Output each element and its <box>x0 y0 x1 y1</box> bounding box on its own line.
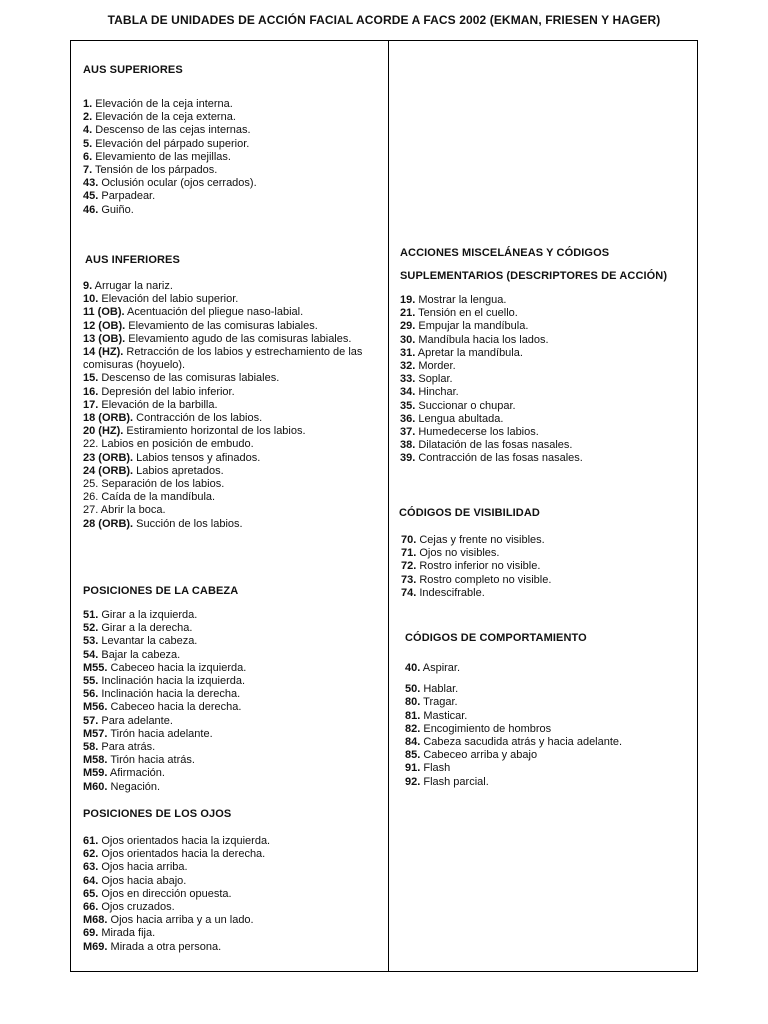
item-number: 18 (ORB). <box>83 412 134 425</box>
item-text: Acentuación del pliegue naso-labial. <box>124 306 304 319</box>
item-text: Aspirar. <box>420 662 461 674</box>
item-number: 57. <box>83 714 99 727</box>
list-item <box>400 373 690 386</box>
list-item <box>83 941 383 954</box>
item-text: Para atrás. <box>98 741 156 754</box>
item-number: M69. <box>83 940 108 953</box>
item-number: 19. <box>400 294 416 306</box>
item-text: Ojos hacia arriba. <box>98 861 188 874</box>
list-item <box>400 439 690 452</box>
item-text: Succión de los labios. <box>133 517 243 530</box>
list-item <box>83 901 383 914</box>
item-text: Ojos hacia abajo. <box>98 874 187 887</box>
item-number: 39. <box>400 452 416 465</box>
list-item <box>83 438 373 451</box>
item-text: Hinchar. <box>415 386 459 399</box>
list-item <box>400 307 690 320</box>
item-text: Elevación del párpado superior. <box>92 137 250 150</box>
item-number: 51. <box>83 609 99 621</box>
list-item <box>83 504 373 517</box>
list-item <box>83 111 383 124</box>
list-item <box>400 360 690 373</box>
list-item <box>400 334 690 347</box>
list-item <box>83 452 373 465</box>
item-text: Ojos cruzados. <box>98 901 175 914</box>
column-divider <box>388 40 389 972</box>
list-item <box>83 399 373 412</box>
item-number: 6. <box>83 150 93 163</box>
item-number: 24 (ORB). <box>83 464 134 477</box>
item-text: Mostrar la lengua. <box>415 294 507 306</box>
item-text: Estiramiento horizontal de los labios. <box>123 425 306 438</box>
item-text: Flash parcial. <box>420 775 489 788</box>
list-item <box>83 138 383 151</box>
list-item <box>83 754 383 767</box>
item-text: Contracción de las fosas nasales. <box>415 452 583 465</box>
list-item <box>83 609 383 622</box>
list-item <box>83 320 373 333</box>
item-number: 34. <box>400 386 416 399</box>
list-item <box>83 701 383 714</box>
item-text: Negación. <box>107 780 161 793</box>
section-codigos-comportamiento <box>405 631 695 789</box>
item-number: 69. <box>83 927 99 940</box>
section-posiciones-ojos <box>83 807 383 954</box>
item-text: Tensión de los párpados. <box>92 164 218 177</box>
list-item <box>83 190 383 203</box>
section-heading: AUS INFERIORES <box>85 254 180 266</box>
item-number: 92. <box>405 775 421 788</box>
list-item <box>83 412 373 425</box>
list-item <box>83 861 383 874</box>
item-text: Encogimiento de hombros <box>420 722 552 735</box>
item-number: 84. <box>405 736 421 749</box>
item-text: Mandíbula hacia los lados. <box>415 333 549 346</box>
item-text: Labios tensos y afinados. <box>133 451 261 464</box>
item-number: 61. <box>83 835 99 847</box>
list-item <box>405 736 695 749</box>
list-item <box>83 914 383 927</box>
item-number: 43. <box>83 177 99 190</box>
item-text: Guiño. <box>98 203 134 216</box>
item-number: 80. <box>405 696 421 709</box>
list-item <box>83 927 383 940</box>
item-text: Cabeza sacudida atrás y hacia adelante. <box>420 736 623 749</box>
section-heading: POSICIONES DE LOS OJOS <box>83 808 232 820</box>
item-number: 1. <box>83 98 93 110</box>
list-item <box>83 875 383 888</box>
item-number: 85. <box>405 749 421 762</box>
list-item <box>83 164 383 177</box>
item-number: 20 (HZ). <box>83 425 124 438</box>
item-number: 70. <box>401 534 417 546</box>
document-title: TABLA DE UNIDADES DE ACCIÓN FACIAL ACORDE A FACS 2002 (EKMAN, FRIESEN Y HAGER) <box>107 13 661 27</box>
item-number: 35. <box>400 399 416 412</box>
item-text: Ojos no visibles. <box>416 547 500 560</box>
item-number: 53. <box>83 635 99 648</box>
item-text: Elevación de la ceja externa. <box>92 111 236 124</box>
list-item <box>405 683 695 696</box>
item-text: Empujar la mandíbula. <box>415 320 529 333</box>
item-text: Hablar. <box>420 683 459 696</box>
list-item <box>401 574 689 587</box>
section-aus-superiores <box>83 63 383 217</box>
item-number: 10. <box>83 293 99 306</box>
list-item <box>83 835 383 848</box>
section-heading: POSICIONES DE LA CABEZA <box>83 585 239 597</box>
item-text: Mirada a otra persona. <box>107 940 222 953</box>
item-number: 11 (OB). <box>83 306 125 319</box>
item-number: 55. <box>83 675 99 688</box>
item-number: M56. <box>83 701 108 714</box>
item-number: 54. <box>83 648 99 661</box>
list-item <box>83 688 383 701</box>
item-list <box>83 927 383 953</box>
item-number: 64. <box>83 874 99 887</box>
list-item <box>83 848 383 861</box>
item-number: 71. <box>401 547 417 560</box>
item-number: 31. <box>400 346 416 359</box>
list-item <box>83 333 373 346</box>
item-text: Rostro completo no visible. <box>416 573 552 586</box>
item-number: 7. <box>83 164 93 177</box>
item-text: Flash <box>420 762 451 775</box>
item-text: Inclinación hacia la derecha. <box>98 688 241 701</box>
item-number: 62. <box>83 848 99 861</box>
section-heading: AUS SUPERIORES <box>83 64 183 76</box>
item-text: Arrugar la nariz. <box>92 280 173 292</box>
item-text: 22. Labios en posición de embudo. <box>83 438 254 451</box>
item-text: Elevación del labio superior. <box>98 293 239 306</box>
item-text: Parpadear. <box>98 190 156 203</box>
list-item <box>83 635 383 648</box>
list-item <box>83 425 373 438</box>
section-heading: CÓDIGOS DE COMPORTAMIENTO <box>405 632 587 644</box>
item-number: 82. <box>405 722 421 735</box>
item-number: 13 (OB). <box>83 332 126 345</box>
list-item <box>83 491 373 504</box>
list-item <box>83 372 373 385</box>
list-item <box>83 649 383 662</box>
item-number: 66. <box>83 901 99 914</box>
list-item <box>83 98 383 111</box>
item-text: Para adelante. <box>98 714 173 727</box>
list-item <box>405 710 695 723</box>
list-item <box>401 587 689 600</box>
item-text: Rostro inferior no visible. <box>416 560 541 573</box>
section-heading-line1: ACCIONES MISCELÁNEAS Y CÓDIGOS <box>400 247 610 259</box>
item-number: 40. <box>405 662 421 674</box>
list-item <box>83 741 383 754</box>
item-text: Tensión en el cuello. <box>415 307 518 320</box>
item-number: M55. <box>83 661 108 674</box>
list-item <box>83 781 383 794</box>
list-item <box>83 715 383 728</box>
item-text: Humedecerse los labios. <box>415 426 539 439</box>
item-list <box>83 835 383 927</box>
item-number: M68. <box>83 914 108 927</box>
item-text: Retracción de los labios y estrechamiento de las comisuras (hoyuelo). <box>83 346 363 372</box>
item-list <box>405 662 695 675</box>
item-text: Cabeceo hacia la izquierda. <box>107 661 247 674</box>
item-text: Succionar o chupar. <box>415 399 516 412</box>
item-text: Elevación de la ceja interna. <box>92 98 233 110</box>
item-text: Descenso de las comisuras labiales. <box>98 372 280 385</box>
item-number: 21. <box>400 307 416 320</box>
item-number: 32. <box>400 360 416 373</box>
item-number: 2. <box>83 111 93 124</box>
item-text: Elevación de la barbilla. <box>98 398 218 411</box>
item-text: Cejas y frente no visibles. <box>416 534 545 546</box>
item-text: Morder. <box>415 360 456 373</box>
section-heading-line2: SUPLEMENTARIOS (DESCRIPTORES DE ACCIÓN) <box>400 270 668 282</box>
list-item <box>83 124 383 137</box>
list-item <box>405 762 695 775</box>
item-number: M57. <box>83 727 108 740</box>
list-item <box>83 662 383 675</box>
list-item <box>83 280 373 293</box>
list-item <box>400 400 690 413</box>
item-text: Lengua abultada. <box>415 412 504 425</box>
item-number: M58. <box>83 754 108 767</box>
item-number: 81. <box>405 709 421 722</box>
item-text: Masticar. <box>420 709 468 722</box>
item-text: Cabeceo hacia la derecha. <box>107 701 242 714</box>
item-number: 17. <box>83 398 99 411</box>
item-number: 4. <box>83 124 93 137</box>
list-item <box>83 518 373 531</box>
list-item <box>83 767 383 780</box>
item-text: Oclusión ocular (ojos cerrados). <box>98 177 257 190</box>
list-item <box>83 675 383 688</box>
item-number: 12 (OB). <box>83 319 126 332</box>
item-number: 28 (ORB). <box>83 517 134 530</box>
list-item <box>405 662 695 675</box>
list-item <box>401 534 689 547</box>
item-number: 5. <box>83 137 93 150</box>
item-number: 58. <box>83 741 99 754</box>
list-item <box>83 622 383 635</box>
item-number: 37. <box>400 426 416 439</box>
section-codigos-visibilidad <box>399 506 689 600</box>
item-list <box>400 294 690 466</box>
item-number: 65. <box>83 887 99 900</box>
section-heading: CÓDIGOS DE VISIBILIDAD <box>399 507 540 519</box>
item-list <box>83 609 383 794</box>
section-aus-inferiores <box>83 253 373 531</box>
item-number: 73. <box>401 573 417 586</box>
item-number: 52. <box>83 622 99 635</box>
item-text: Dilatación de las fosas nasales. <box>415 439 573 452</box>
list-item <box>83 306 373 319</box>
item-text: Girar a la izquierda. <box>98 609 198 621</box>
item-number: 74. <box>401 586 417 599</box>
item-number: 63. <box>83 861 99 874</box>
item-number: 23 (ORB). <box>83 451 134 464</box>
list-item <box>400 347 690 360</box>
item-text: Apretar la mandíbula. <box>415 346 523 359</box>
list-item <box>83 465 373 478</box>
list-item <box>83 204 383 217</box>
item-text: 27. Abrir la boca. <box>83 504 166 517</box>
list-item <box>405 696 695 709</box>
list-item <box>405 723 695 736</box>
item-number: 30. <box>400 333 416 346</box>
item-list <box>83 280 373 531</box>
item-text: Bajar la cabeza. <box>98 648 181 661</box>
item-number: 16. <box>83 385 99 398</box>
item-text: Tirón hacia adelante. <box>107 727 213 740</box>
list-item <box>400 413 690 426</box>
item-text: Indescifrable. <box>416 586 485 599</box>
item-number: 36. <box>400 412 416 425</box>
item-text: Tragar. <box>420 696 458 709</box>
list-item <box>400 294 690 307</box>
list-item <box>83 386 373 399</box>
list-item <box>83 478 373 491</box>
item-number: 15. <box>83 372 99 385</box>
item-list <box>83 98 383 217</box>
list-item <box>400 320 690 333</box>
list-item <box>401 547 689 560</box>
item-text: Depresión del labio inferior. <box>98 385 235 398</box>
item-text: Levantar la cabeza. <box>98 635 198 648</box>
item-list <box>399 534 689 600</box>
section-acciones-miscelaneas <box>400 246 690 466</box>
list-item <box>83 151 383 164</box>
item-number: 45. <box>83 190 99 203</box>
section-posiciones-cabeza <box>83 584 383 794</box>
item-text: Cabeceo arriba y abajo <box>420 749 538 762</box>
list-item <box>400 426 690 439</box>
item-number: 14 (HZ). <box>83 346 124 359</box>
list-item <box>400 452 690 465</box>
item-text: Tirón hacia atrás. <box>107 754 195 767</box>
item-text: Inclinación hacia la izquierda. <box>98 675 246 688</box>
item-text: Mirada fija. <box>98 927 156 940</box>
list-item <box>405 776 695 789</box>
item-number: 46. <box>83 203 99 216</box>
item-text: Elevamiento de las mejillas. <box>92 150 231 163</box>
list-item <box>83 293 373 306</box>
item-number: 38. <box>400 439 416 452</box>
item-number: 56. <box>83 688 99 701</box>
item-text: Elevamiento agudo de las comisuras labiales. <box>125 332 352 345</box>
list-item <box>401 560 689 573</box>
list-item <box>83 728 383 741</box>
item-text: 25. Separación de los labios. <box>83 478 225 491</box>
item-number: M59. <box>83 767 108 780</box>
list-item <box>83 177 383 190</box>
item-number: 72. <box>401 560 417 573</box>
list-item <box>400 386 690 399</box>
item-text: Soplar. <box>415 373 453 386</box>
item-number: 91. <box>405 762 421 775</box>
item-text: Ojos hacia arriba y a un lado. <box>107 914 254 927</box>
item-text: Girar a la derecha. <box>98 622 193 635</box>
list-item <box>83 346 373 372</box>
item-number: M60. <box>83 780 108 793</box>
list-item <box>83 888 383 901</box>
list-item <box>405 749 695 762</box>
item-text: Ojos orientados hacia la izquierda. <box>98 835 271 847</box>
item-text: Descenso de las cejas internas. <box>92 124 251 137</box>
item-text: 26. Caída de la mandíbula. <box>83 491 216 504</box>
item-number: 50. <box>405 683 421 696</box>
item-text: Labios apretados. <box>133 464 224 477</box>
item-number: 33. <box>400 373 416 386</box>
item-number: 29. <box>400 320 416 333</box>
item-number: 9. <box>83 280 93 292</box>
item-text: Elevamiento de las comisuras labiales. <box>125 319 318 332</box>
item-text: Ojos en dirección opuesta. <box>98 887 232 900</box>
item-list <box>405 683 695 789</box>
item-text: Contracción de los labios. <box>133 412 263 425</box>
item-text: Afirmación. <box>107 767 165 780</box>
item-text: Ojos orientados hacia la derecha. <box>98 848 266 861</box>
